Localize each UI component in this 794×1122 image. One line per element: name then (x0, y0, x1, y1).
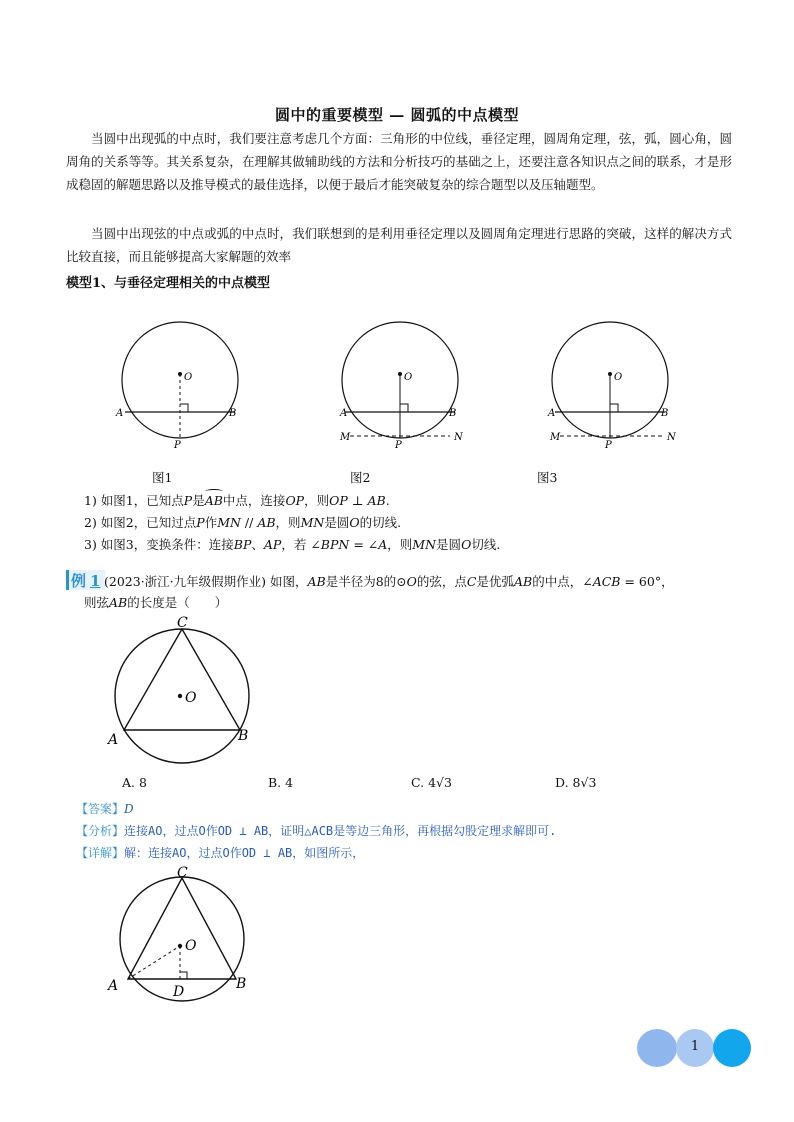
solution-label-c: C (177, 865, 188, 881)
detail-line: 【详解】解：连接AO，过点O作OD ⊥ AB，如图所示， (76, 846, 365, 860)
fig3-label-n: N (667, 432, 676, 443)
intro-paragraph-1: 当圆中出现弧的中点时，我们要注意考虑几个方面：三角形的中位线，垂径定理，圆周角定理，弦，弧，圆心角，圆周角的关系等等。其关系复杂，在理解其做辅助线的方法和分析技巧的基础之上，还要注意各知识点之间的联系，才是形成稳固的解题思路以及推导模式的最佳选择，以便于最后才能突破复杂的综合题型以及压轴题型。 (66, 131, 732, 192)
fig1-label-b: B (229, 408, 237, 419)
fig2-label-a: A (340, 408, 348, 419)
fig2-label-n: N (454, 432, 463, 443)
option-d[interactable]: D. 8√3 (555, 775, 597, 790)
fig3-label-p: P (605, 440, 612, 451)
solution-label-b: B (236, 976, 247, 992)
model-item-2: 2) 如图2，已知过点P作MN // AB，则MN是圆O的切线. (84, 515, 402, 530)
figure-3-caption: 图3 (537, 470, 558, 485)
fig2-label-p: P (395, 440, 402, 451)
solution-label-o: O (185, 938, 197, 954)
figure-2-diagram (330, 308, 480, 458)
example-label-a: A (108, 732, 119, 748)
fig3-label-o: O (614, 372, 623, 383)
intro-paragraph-2: 当圆中出现弦的中点或弧的中点时，我们联想到的是利用垂径定理以及圆周角定理进行思路的突破，这样的解决方式比较直接，而且能够提高大家解题的效率 (66, 226, 732, 264)
fig3-label-m: M (550, 432, 561, 443)
example-question-line-2: 则弦AB的长度是（ ） (84, 595, 228, 610)
example-question-line-1: (2023·浙江·九年级假期作业) 如图，AB是半径为8的⊙O的弦，点C是优弧AB的中点，∠ACB = 60°， (104, 574, 674, 589)
example-badge (66, 570, 105, 590)
analysis-line: 【分析】连接AO，过点O作OD ⊥ AB，证明△ACB是等边三角形，再根据勾股定理求解即可. (76, 824, 557, 838)
model-item-1: 1) 如图1，已知点P是 AB中点，连接OP，则OP ⊥ AB. (84, 491, 390, 509)
option-b[interactable]: B. 4 (268, 775, 294, 790)
model-item-3: 3) 如图3，变换条件：连接BP、AP，若 ∠BPN = ∠A，则MN是圆O切线. (84, 537, 501, 552)
example-figure (100, 612, 270, 772)
figure-3-diagram (540, 308, 690, 458)
fig3-label-b: B (661, 408, 669, 419)
figure-2-caption: 图2 (350, 470, 371, 485)
example-label-o: O (185, 690, 197, 706)
page-title: 圆中的重要模型 — 圆弧的中点模型 (275, 106, 519, 124)
fig3-label-a: A (548, 408, 556, 419)
fig2-label-m: M (340, 432, 351, 443)
figure-1-caption: 图1 (152, 470, 173, 485)
option-c[interactable]: C. 4√3 (411, 775, 452, 790)
solution-label-a: A (108, 978, 119, 994)
page-dot-right (713, 1029, 751, 1067)
fig2-label-b: B (449, 408, 457, 419)
fig2-label-o: O (404, 372, 413, 383)
fig1-label-o: O (184, 372, 193, 383)
example-label-b: B (238, 728, 249, 744)
fig1-label-p: P (174, 440, 181, 451)
model-heading: 模型1、与垂径定理相关的中点模型 (66, 276, 271, 291)
example-badge-char: 例 (71, 572, 87, 590)
fig1-label-a: A (116, 408, 124, 419)
answer-line: 【答案】D (76, 802, 134, 816)
solution-label-d: D (173, 984, 185, 1000)
example-badge-number: 1 (90, 572, 101, 590)
option-a[interactable]: A. 8 (122, 775, 147, 790)
solution-figure (100, 862, 270, 1002)
page-dot-left (637, 1029, 677, 1067)
page-number: 1 (690, 1039, 700, 1054)
figure-1-diagram (110, 308, 250, 458)
example-label-c: C (177, 615, 188, 631)
